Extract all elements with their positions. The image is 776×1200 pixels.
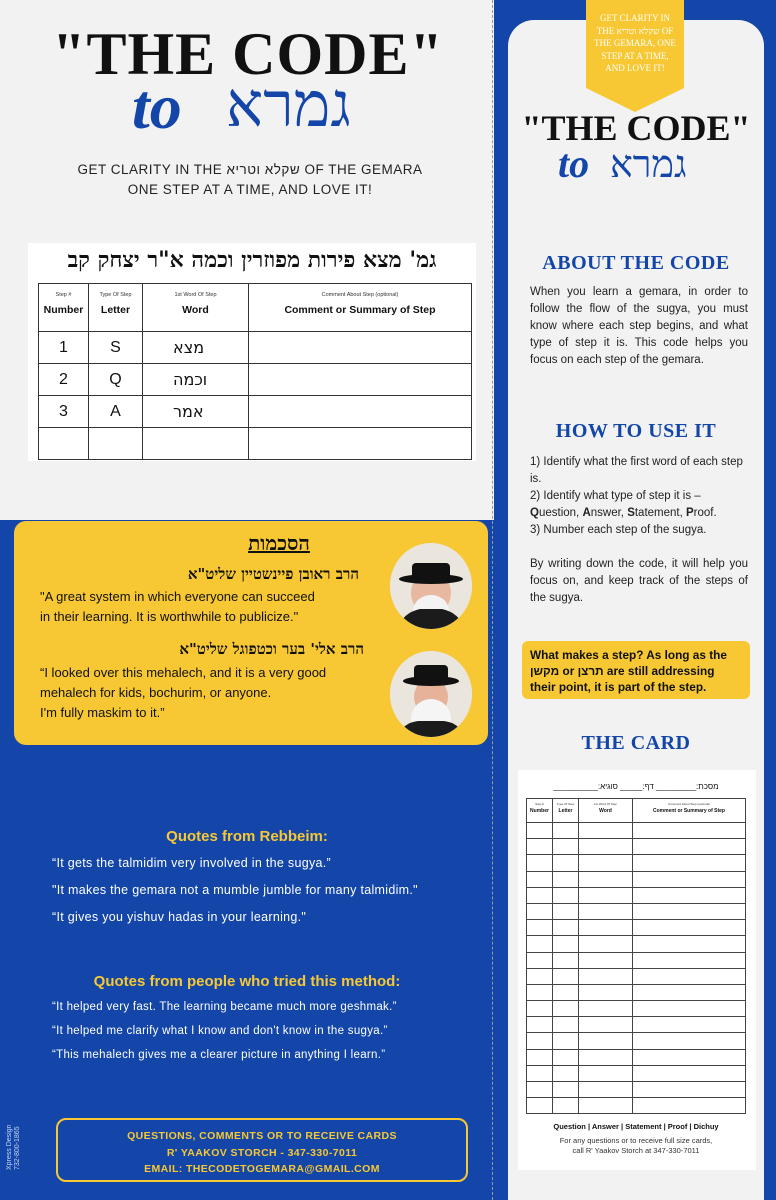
- card-cell: [527, 1001, 553, 1017]
- card-cell: [633, 984, 746, 1000]
- card-cell: [527, 952, 553, 968]
- contact-email[interactable]: EMAIL: THECODETOGEMARA@GMAIL.COM: [144, 1163, 380, 1175]
- row-word: [143, 428, 249, 460]
- card-cell: [633, 1098, 746, 1114]
- table-row: [527, 903, 746, 919]
- word-rest: nswer,: [590, 507, 628, 519]
- row-word: וכמה: [143, 364, 249, 396]
- tagline: [40, 160, 460, 200]
- card-cell: [633, 1065, 746, 1081]
- table-row: [527, 1049, 746, 1065]
- col-small-label: Step #: [535, 802, 544, 806]
- demo-code-table: [28, 243, 476, 461]
- card-cell: [553, 823, 579, 839]
- people-heading: Quotes from people who tried this method:: [93, 973, 401, 990]
- card-cell: [527, 984, 553, 1000]
- letter-p: P: [686, 507, 694, 519]
- card-col-comment: [633, 799, 746, 823]
- table-row: [39, 428, 472, 460]
- card-cell: [553, 1065, 579, 1081]
- row-number: 3: [39, 396, 89, 428]
- about-heading: ABOUT THE CODE: [542, 252, 730, 274]
- card-cell: [553, 887, 579, 903]
- quote-line: in their learning. It is worthwhile to publicize.": [40, 609, 299, 624]
- table-row: [527, 1098, 746, 1114]
- card-cell: [527, 1065, 553, 1081]
- card-cell: [553, 952, 579, 968]
- table-row: [39, 364, 472, 396]
- table-row: [527, 1065, 746, 1081]
- rabbi1-portrait-icon: [390, 543, 472, 629]
- table-row: [527, 839, 746, 855]
- demo-col-comment: [249, 284, 472, 332]
- demo-table: [38, 283, 472, 460]
- sample-card: [518, 770, 756, 1170]
- demo-col-number: [39, 284, 89, 332]
- card-cell: [633, 1033, 746, 1049]
- card-cell: [579, 887, 633, 903]
- row-letter: S: [89, 332, 143, 364]
- card-cell: [633, 1049, 746, 1065]
- how-steps: [530, 454, 748, 539]
- demo-gemara-text: גמ' מצא פירות מפוזרין וכמה א"ר יצחק קב: [67, 247, 437, 273]
- people-quote: “It helped me clarify what I know and don't know in the sugya.”: [52, 1025, 388, 1037]
- tagline-line-2: ONE STEP AT A TIME, AND LOVE IT!: [127, 182, 373, 197]
- card-heading: THE CARD: [581, 732, 691, 754]
- card-cell: [553, 1082, 579, 1098]
- panel-title-to: to: [558, 141, 590, 186]
- demo-col-word: [143, 284, 249, 332]
- card-cell: [579, 1001, 633, 1017]
- card-cell: [579, 1017, 633, 1033]
- row-letter: [89, 428, 143, 460]
- ribbon-line: THE GEMARA, ONE: [594, 38, 676, 48]
- ribbon-line: GET CLARITY IN: [600, 13, 670, 23]
- table-row: [527, 968, 746, 984]
- card-cell: [579, 823, 633, 839]
- main-title: "THE CODE": [52, 21, 444, 87]
- card-cell: [527, 936, 553, 952]
- card-cell: [633, 968, 746, 984]
- card-cell: [527, 903, 553, 919]
- row-comment: [249, 364, 472, 396]
- how-step-1: 1) Identify what the first word of each step is.: [530, 456, 743, 485]
- rabbi1-quote: [40, 587, 315, 627]
- row-letter: Q: [89, 364, 143, 396]
- step-definition-box: What makes a step? As long as the מקשן or תרצן are still addressing their point, it is part of the step.: [522, 641, 750, 699]
- card-footer-note: [518, 1136, 754, 1156]
- rabbi2-portrait-icon: [390, 651, 472, 737]
- how-step-2: [530, 488, 748, 522]
- word-rest: uestion,: [538, 507, 583, 519]
- fold-divider: [492, 0, 493, 1200]
- card-cell: [579, 871, 633, 887]
- col-label: Letter: [558, 808, 573, 814]
- card-cell: [527, 887, 553, 903]
- rabbi2-name: הרב אלי' בער וכטפוגל שליט"א: [179, 640, 364, 658]
- row-comment: [249, 332, 472, 364]
- card-cell: [633, 952, 746, 968]
- card-cell: [527, 920, 553, 936]
- col-small-label: 1st Word Of Step: [174, 292, 217, 298]
- how-step-2-text: 2) Identify what type of step it is –: [530, 490, 701, 502]
- card-cell: [579, 1033, 633, 1049]
- letter-a: A: [582, 507, 591, 519]
- rebbeim-quote: “It gives you yishuv hadas in your learning.": [52, 910, 307, 924]
- table-row: [527, 984, 746, 1000]
- card-cell: [553, 871, 579, 887]
- people-quote: “It helped very fast. The learning became much more geshmak.”: [52, 1001, 397, 1013]
- card-cell: [633, 1017, 746, 1033]
- rebbeim-quote: "It makes the gemara not a mumble jumble for many talmidim.": [52, 883, 418, 897]
- card-cell: [553, 1001, 579, 1017]
- rabbi2-quote: [40, 663, 326, 723]
- table-row: [527, 1033, 746, 1049]
- table-row: [527, 1082, 746, 1098]
- table-row: [527, 887, 746, 903]
- card-cell: [579, 1098, 633, 1114]
- word-rest: roof.: [693, 507, 717, 519]
- col-small-label: Type Of Step: [556, 802, 575, 806]
- ribbon-line: THE שקלא וטריא OF: [596, 25, 674, 36]
- panel-title-gemara: גמרא: [610, 142, 687, 186]
- panel-title: "THE CODE": [521, 108, 751, 148]
- card-cell: [579, 839, 633, 855]
- demo-header-row: [39, 284, 472, 332]
- col-small-label: 1st Word Of Step: [594, 802, 617, 806]
- card-cell: [633, 920, 746, 936]
- table-row: [527, 1017, 746, 1033]
- row-letter: A: [89, 396, 143, 428]
- card-cell: [579, 1065, 633, 1081]
- card-cell: [579, 984, 633, 1000]
- col-small-label: Comment About Step (optional): [321, 292, 399, 298]
- card-cell: [527, 855, 553, 871]
- card-footer-line: For any questions or to receive full size cards,: [559, 1136, 713, 1145]
- ribbon-line: STEP AT A TIME,: [601, 50, 669, 61]
- col-small-label: Comment About Step (optional): [668, 802, 710, 806]
- card-cell: [527, 871, 553, 887]
- card-cell: [553, 1033, 579, 1049]
- card-cell: [579, 1049, 633, 1065]
- table-row: [527, 1001, 746, 1017]
- card-cell: [553, 968, 579, 984]
- card-cell: [553, 1098, 579, 1114]
- card-cell: [553, 855, 579, 871]
- row-number: 1: [39, 332, 89, 364]
- contact-line-2: R' YAAKOV STORCH - 347-330-7011: [166, 1146, 358, 1159]
- row-number: [39, 428, 89, 460]
- how-body: By writing down the code, it will help you focus on, and keep track of the steps of the sugya.: [530, 558, 748, 604]
- rebbeim-quote: “It gets the talmidim very involved in the sugya.”: [52, 856, 332, 870]
- card-rows: [527, 823, 746, 1114]
- col-label: Number: [530, 808, 549, 814]
- tagline-line-1: GET CLARITY IN THE שקלא וטריא OF THE GEMARA: [77, 162, 423, 177]
- card-cell: [553, 984, 579, 1000]
- card-col-word: [579, 799, 633, 823]
- card-col-number: [527, 799, 553, 823]
- demo-col-letter: [89, 284, 143, 332]
- quote-line: I'm fully maskim to it.”: [40, 705, 165, 720]
- col-small-label: Step #: [55, 292, 72, 298]
- card-cell: [527, 1033, 553, 1049]
- word-rest: tatement,: [634, 507, 686, 519]
- contact-box: [56, 1118, 468, 1182]
- contact-line-1: QUESTIONS, COMMENTS OR TO RECEIVE CARDS: [127, 1130, 397, 1142]
- rebbeim-heading: Quotes from Rebbeim:: [166, 828, 328, 845]
- table-row: [39, 396, 472, 428]
- card-cell: [633, 903, 746, 919]
- letter-q: Q: [530, 507, 539, 519]
- card-cell: [527, 968, 553, 984]
- col-small-label: Type Of Step: [99, 292, 132, 298]
- table-row: [527, 823, 746, 839]
- rabbi1-name: הרב ראובן פיינשטיין שליט"א: [187, 565, 359, 583]
- row-word: מצא: [143, 332, 249, 364]
- card-cell: [527, 839, 553, 855]
- col-label: Comment or Summary of Step: [284, 304, 436, 316]
- ribbon-text: [588, 12, 682, 75]
- card-cell: [553, 1049, 579, 1065]
- card-cell: [633, 936, 746, 952]
- card-cell: [579, 968, 633, 984]
- card-col-letter: [553, 799, 579, 823]
- row-comment: [249, 396, 472, 428]
- card-cell: [553, 903, 579, 919]
- card-cell: [633, 839, 746, 855]
- quote-line: "A great system in which everyone can succeed: [40, 589, 315, 604]
- card-cell: [527, 1098, 553, 1114]
- card-cell: [527, 823, 553, 839]
- main-title-to: to: [132, 71, 182, 142]
- col-label: Comment or Summary of Step: [653, 808, 725, 814]
- card-cell: [579, 936, 633, 952]
- card-cell: [553, 1017, 579, 1033]
- col-label: Word: [599, 808, 612, 814]
- card-cell: [553, 839, 579, 855]
- card-cell: [633, 823, 746, 839]
- credit-line: 732-800-1865: [14, 1126, 21, 1170]
- table-row: [527, 871, 746, 887]
- about-body: When you learn a gemara, in order to follow the flow of the sugya, you must know where each step begins, and what type of step it is. This code helps you focus on each step of the gemara.: [530, 286, 748, 366]
- table-row: [527, 920, 746, 936]
- table-row: [527, 952, 746, 968]
- endorsements-title: הסכמות: [248, 531, 310, 555]
- quote-line: “I looked over this mehalech, and it is a very good: [40, 665, 327, 680]
- table-row: [39, 332, 472, 364]
- card-cell: [527, 1082, 553, 1098]
- card-cell: [633, 855, 746, 871]
- people-quote: “This mehalech gives me a clearer picture in anything I learn.”: [52, 1049, 386, 1061]
- card-header-row: [527, 799, 746, 823]
- row-word: אמר: [143, 396, 249, 428]
- row-comment: [249, 428, 472, 460]
- table-row: [527, 855, 746, 871]
- main-title-gemara: גמרא: [226, 68, 351, 141]
- card-cell: [553, 920, 579, 936]
- how-heading: HOW TO USE IT: [555, 420, 717, 442]
- card-cell: [579, 855, 633, 871]
- endorsements-box: [14, 521, 488, 745]
- col-label: Number: [43, 304, 84, 316]
- ribbon-line: AND LOVE IT!: [605, 63, 665, 73]
- card-footer-line: call R' Yaakov Storch at 347-330-7011: [572, 1146, 700, 1155]
- col-label: Letter: [100, 304, 131, 316]
- card-table: [526, 798, 746, 1114]
- table-row: [527, 936, 746, 952]
- card-cell: [579, 1082, 633, 1098]
- card-cell: [633, 1001, 746, 1017]
- card-footer-legend: Question | Answer | Statement | Proof | Dichuy: [553, 1122, 719, 1131]
- card-cell: [579, 903, 633, 919]
- letter-s: S: [627, 507, 635, 519]
- card-cell: [633, 887, 746, 903]
- designer-credit: [6, 1124, 22, 1170]
- card-cell: [633, 871, 746, 887]
- card-cell: [527, 1049, 553, 1065]
- col-label: Word: [182, 304, 209, 316]
- card-cell: [579, 952, 633, 968]
- row-number: 2: [39, 364, 89, 396]
- credit-line: Xpress Design: [6, 1124, 13, 1170]
- card-cell: [527, 1017, 553, 1033]
- card-cell: [553, 936, 579, 952]
- card-cell: [579, 920, 633, 936]
- how-step-3: 3) Number each step of the sugya.: [530, 524, 707, 536]
- card-cell: [633, 1082, 746, 1098]
- card-header: מסכת:_________ דף:_____ סוגיא:__________: [553, 782, 719, 791]
- quote-line: mehalech for kids, bochurim, or anyone.: [40, 685, 272, 700]
